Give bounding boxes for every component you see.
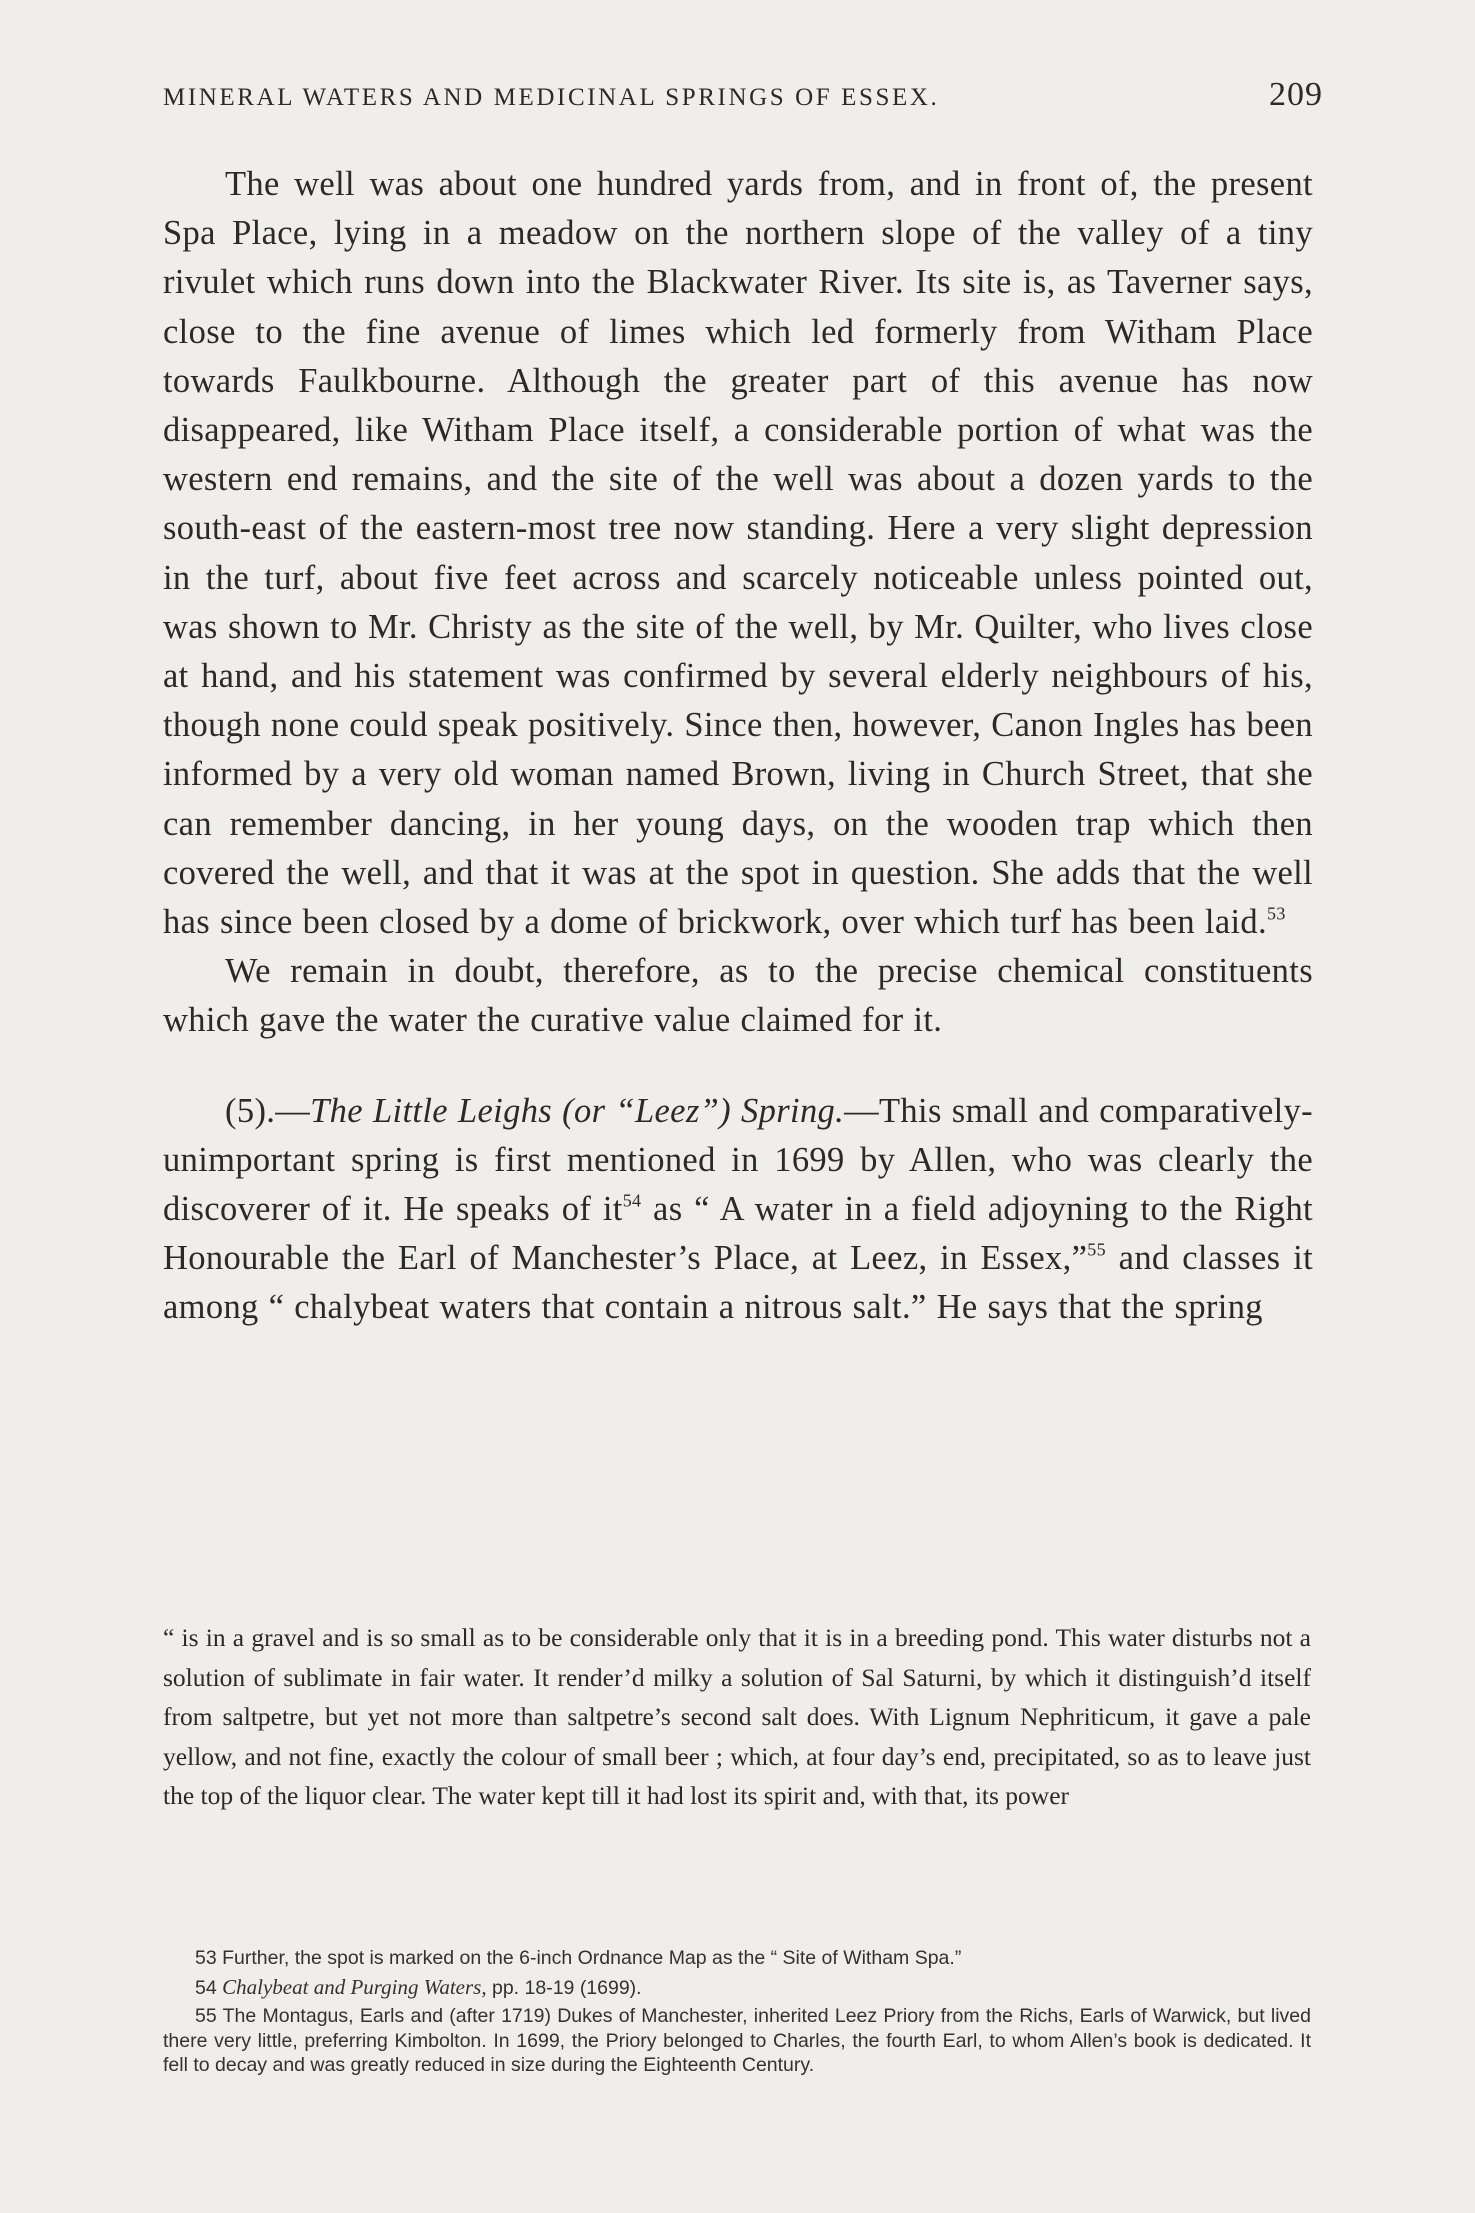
paragraph-text: The well was about one hundred yards from, and in front of, the present Spa Place, lying in a meadow on the northern slope of the valley of a tiny rivulet which runs down into the Blackwater River. Its site is, as Taverner says, close to the fine avenue of limes which led formerly from Witham Place towards Faulkbourne. Although the greater part of this avenue has now disappeared, like Witham Place itself, a considerable portion of what was the western end remains, and the site of the well was about a dozen yards to the south-east of the eastern-most tree now standing. Here a very slight depression in the turf, about five feet across and scarcely noticeable unless pointed out, was shown to Mr. Christy as the site of the well, by Mr. Quilter, who lives close at hand, and his statement was confirmed by several elderly neighbours of his, though none could speak positively. Since then, however, Canon Ingles has been informed by a very old woman named Brown, living in Church Street, that she can remember dancing, in her young days, on the wooden trap which then covered the well, and that it was at the spot in question. She adds that the well has since been closed by a dome of brickwork, over which turf has been laid. — [163, 165, 1313, 942]
footnote-text: pp. 18-19 (1699). — [486, 1976, 642, 1999]
running-head-title: MINERAL WATERS AND MEDICINAL SPRINGS OF ESSEX. — [163, 84, 940, 111]
footnote-54 — [163, 1975, 1311, 2001]
footnote-text: The Montagus, Earls and (after 1719) Dukes of Manchester, inherited Leez Priory from the Richs, Earls of Warwick, but lived there very little, preferring Kimbolton. In 1699, the Priory belonged to Charles, the fourth Earl, to whom Allen’s book is dedicated. It fell to decay and was greatly reduced in size during the Eighteenth Century. — [163, 2005, 1311, 2076]
paragraph-text: as “ A water in a field adjoyning to the Right Honourable the Earl of Manchester’s Place, at Leez, in Essex,” — [163, 1190, 1313, 1278]
block-quote — [163, 1618, 1311, 1816]
footnote-53 — [163, 1946, 1311, 1971]
paragraph-doubt: We remain in doubt, therefore, as to the precise chemical constituents which gave the water the curative value claimed for it. — [163, 952, 1313, 1040]
footnote-number: 55 — [195, 2005, 217, 2027]
footnote-55 — [163, 2004, 1311, 2078]
quote-text: “ is in a gravel and is so small as to be considerable only that it is in a breeding pond. This water disturbs not a solution of sublimate in fair water. It render’d milky a solution of Sal Saturni, by which it distinguish’d itself from saltpetre, but yet not more than saltpetre’s second salt does. With Lignum Nephriticum, it gave a pale yellow, and not fine, exactly the colour of small beer ; which, at four day’s end, precipitated, so as to leave just the top of the liquor clear. The water kept till it had lost its spirit and, with that, its power — [163, 1623, 1311, 1810]
footnotes — [163, 1946, 1311, 2082]
footnote-ref-53: 53 — [1267, 903, 1286, 924]
footnote-book-title: Chalybeat and Purging Waters, — [222, 1974, 487, 1999]
footnote-ref-54: 54 — [622, 1190, 642, 1211]
footnote-text: Further, the spot is marked on the 6-inch Ordnance Map as the “ Site of Witham Spa.” — [222, 1947, 962, 1969]
running-head — [163, 76, 1323, 116]
page-number: 209 — [1269, 76, 1323, 113]
body-text — [163, 160, 1313, 1333]
section-number: (5).— — [225, 1091, 311, 1130]
paragraph-text: —This small and comparatively-unimportant spring is first mentioned in 1699 by Allen, who was clearly the discoverer of it. He speaks of it — [163, 1091, 1313, 1229]
footnote-number: 54 — [195, 1976, 217, 1999]
paragraph-little-leighs — [163, 1087, 1313, 1333]
paragraph-witham-well — [163, 160, 1313, 947]
footnote-number: 53 — [195, 1947, 217, 1969]
paragraph-text: and classes it among “ chalybeat waters that contain a nitrous salt.” He says that the spring — [163, 1239, 1313, 1327]
section-title: The Little Leighs (or “Leez”) Spring. — [310, 1091, 845, 1130]
footnote-ref-55: 55 — [1087, 1239, 1106, 1260]
